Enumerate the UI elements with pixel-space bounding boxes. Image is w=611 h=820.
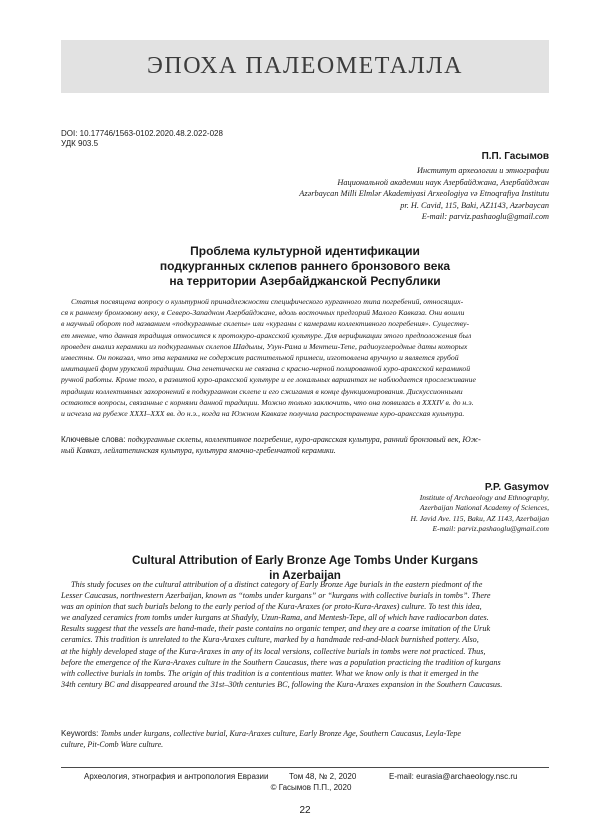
affiliation-line: Institute of Archaeology and Ethnography, xyxy=(419,493,549,502)
affiliation-line: H. Javid Ave. 115, Baku, AZ 1143, Azerbaijan xyxy=(410,513,549,523)
doi: DOI: 10.17746/1563-0102.2020.48.2.022-028 xyxy=(61,129,223,138)
keywords-text: culture, Pit-Comb Ware culture. xyxy=(61,740,164,749)
abstract-line: at the highly developed stage of the Kura-Araxes in any of its local versions, collective burials in tombs were not practiced. Thus, xyxy=(61,646,486,656)
abstract-line: остаются вопросы, связанные с корнями данной традиции. Можно только заключить, что она появилась в XXXIV в. до н.э. xyxy=(61,397,474,407)
abstract-line: we analyzed ceramics from tombs under kurgans at Shadyly, Uzun-Rama, and Mentesh-Tepe, all of which have radiocarbon dates. xyxy=(61,613,489,623)
abstract-line: before the emergence of the Kura-Araxes culture in the Southern Caucasus, there was a population practicing the tradition of kurgans xyxy=(61,657,501,667)
abstract-line: with collective burials in tombs. The origin of this tradition is a contentious matter. What we know only is that it emerged in the xyxy=(61,668,479,678)
title-line: Cultural Attribution of Early Bronze Age Tombs Under Kurgans xyxy=(131,554,479,567)
journal-name: Археология, этнография и антропология Евразии xyxy=(84,772,269,781)
keywords-line xyxy=(61,728,549,739)
abstract-en xyxy=(61,579,549,690)
title-line: подкурганных склепов раннего бронзового века xyxy=(159,259,451,273)
keywords-ru xyxy=(61,434,549,456)
abstract-line: имитацией форм урукской традиции. Она генетически не связана с красно-черной полированной куро-араксской керамикой xyxy=(61,364,471,374)
abstract-line: проведен анализ керамики из подкурганных склепов Шадылы, Узун-Рама и Ментеш-Тепе, радиоуглеродные даты которых xyxy=(61,341,468,351)
author-email-en: E-mail: parviz.pashaoglu@gmail.com xyxy=(432,524,549,534)
affiliation-line: pr. H. Cavid, 115, Baki, AZ1143, Azərbaycan xyxy=(400,200,549,210)
keywords-label: Ключевые слова: xyxy=(61,435,126,444)
abstract-line: ся к раннему бронзовому веку, в Северо-Западном Азербайджане, вдоль восточных предгорий Малого Кавказа. Они вошли xyxy=(61,308,465,318)
journal-volume: Том 48, № 2, 2020 xyxy=(289,772,357,781)
affiliation-line: Национальной академии наук Азербайджана, Азербайджан xyxy=(337,177,549,187)
abstract-ru xyxy=(61,296,549,419)
journal-email: E-mail: eurasia@archaeology.nsc.ru xyxy=(389,772,518,781)
keywords-text: Tombs under kurgans, collective burial, Kura-Araxes culture, Early Bronze Age, Southern Caucasus, Leyla-Tepe xyxy=(100,729,461,738)
affiliation-en xyxy=(129,493,549,535)
affiliation-line: Azerbaijan National Academy of Sciences, xyxy=(419,503,549,513)
title-line: Проблема культурной идентификации xyxy=(190,244,420,258)
keywords-label: Keywords: xyxy=(61,729,99,738)
article-title-ru xyxy=(61,244,549,289)
title-line: на территории Азербайджанской Республики xyxy=(169,274,441,288)
title-line: in Azerbaijan xyxy=(269,569,341,582)
abstract-line: традиции коллективных захоронений в подкурганном склепе и его сжигания в конце функционирования. Дискуссионными xyxy=(61,386,463,396)
page-number: 22 xyxy=(299,805,311,816)
copyright: © Гасымов П.П., 2020 xyxy=(270,783,352,792)
abstract-line: Lesser Caucasus, northwestern Azerbaijan, known as “tombs under kurgans” or “kurgans with collective burials in tombs”. There xyxy=(61,591,491,601)
abstract-line: известны. Он показал, что эта керамика не содержит растительной примеси, изготовлена вручную и является грубой xyxy=(61,353,459,363)
abstract-line: и исчезла на рубеже XXXI–XXX вв. до н.э., когда на Южном Кавказе получила распространение куро-араксская культура. xyxy=(61,409,465,419)
section-banner xyxy=(61,40,549,93)
abstract-line: ceramics. This tradition is unrelated to the Kura-Araxes culture, marked by a handmade red-and-black burnished pottery. Also, xyxy=(61,635,479,645)
footer-divider xyxy=(61,767,549,768)
abstract-line: was an opinion that such burials belong to the early period of the Kura-Araxes (or proto-Kura-Araxes) culture. To test this idea, xyxy=(61,602,482,612)
abstract-line: This study focuses on the cultural attribution of a distinct category of Early Bronze Age burials in the eastern piedmont of the xyxy=(71,580,483,589)
affiliation-line: Институт археологии и этнографии xyxy=(416,166,549,175)
affiliation-line: Azərbaycan Milli Elmlər Akademiyasi Arxeologiya və Etnoqrafiya Institutu xyxy=(299,189,549,198)
udk-code: УДК 903.5 xyxy=(61,139,99,148)
abstract-line: в научный оборот под названием «подкурганные склепы» или «курганы с камерами коллективного погребения». Существу- xyxy=(61,319,470,329)
author-name-ru: П.П. Гасымов xyxy=(481,151,549,162)
abstract-line: 34th century BC and disappeared around the 31st–30th centuries BC, following the Kura-Araxes expansion in the Southern Caucasus. xyxy=(61,679,503,689)
keywords-en xyxy=(61,728,549,750)
abstract-line: Статья посвящена вопросу о культурной принадлежности специфического курганного типа погребений, относящих- xyxy=(71,297,464,306)
abstract-line: Results suggest that the vessels are hand-made, their paste contains no organic temper, and they are a coarse imitation of the Uruk xyxy=(61,624,491,634)
section-title: ЭПОХА ПАЛЕОМЕТАЛЛА xyxy=(147,53,463,79)
author-email-ru: E-mail: parviz.pashaoglu@gmail.com xyxy=(421,212,549,221)
author-name-en: P.P. Gasymov xyxy=(484,482,549,493)
abstract-line: ет мнение, что данная традиция относится к протокуро-араксской культуре. Для верификации этого предположения был xyxy=(61,330,472,340)
keywords-text: ный Кавказ, лейлатепинская культура, культура ямочно-гребенчатой керамики. xyxy=(61,446,336,455)
abstract-line: ручной работы. Кроме того, в развитой куро-араксской культуре и ее локальных вариантах не наблюдается прослеживание xyxy=(61,375,476,385)
keywords-text: подкурганные склепы, коллективное погребение, куро-араксская культура, ранний бронзовый век, Юж- xyxy=(127,435,481,444)
affiliation-ru xyxy=(129,165,549,223)
keywords-line xyxy=(61,434,549,445)
